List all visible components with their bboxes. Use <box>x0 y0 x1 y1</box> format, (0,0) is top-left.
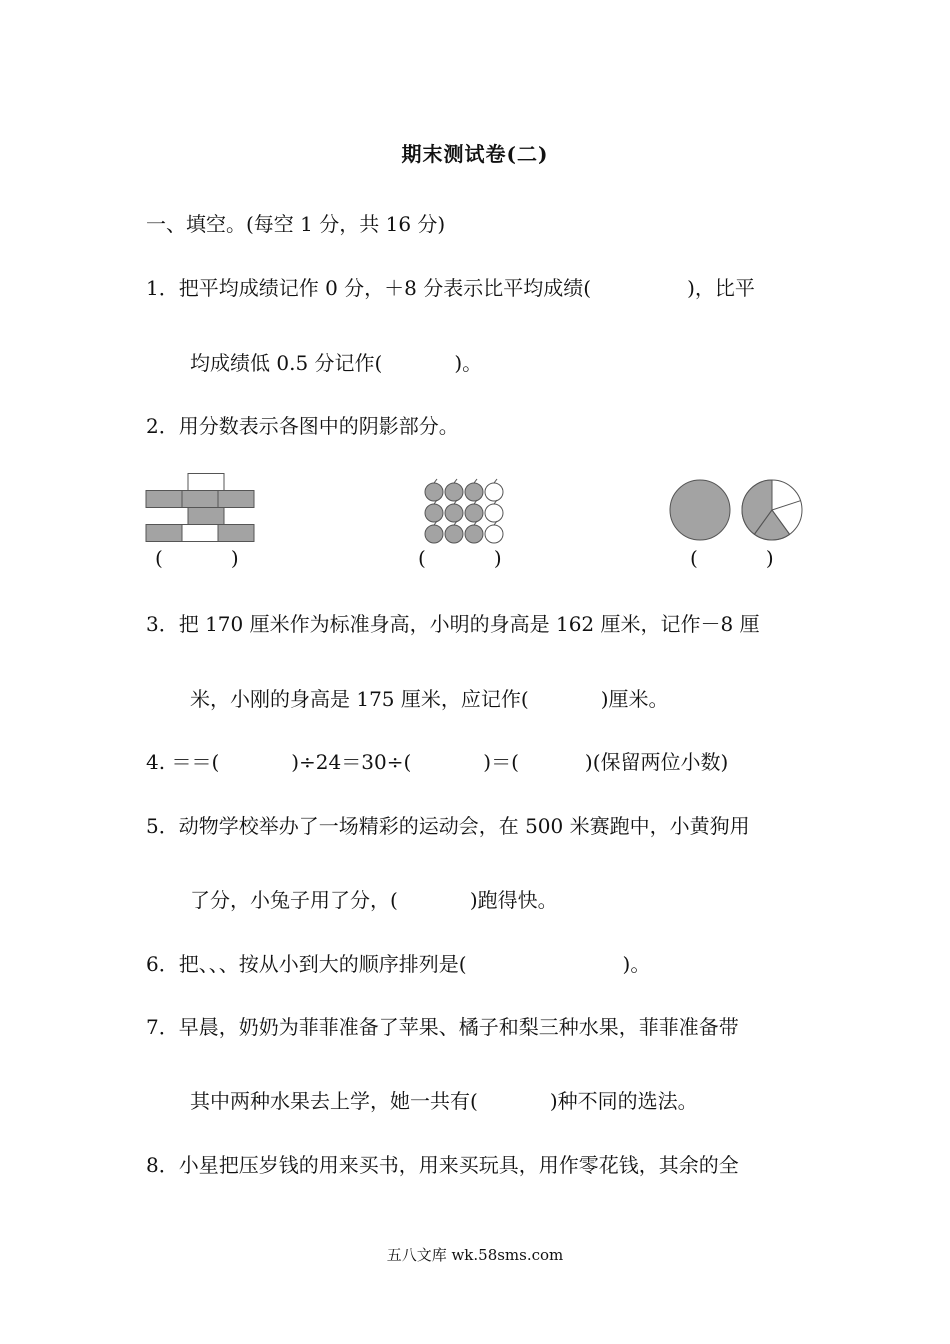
question-2-text: 2．用分数表示各图中的阴影部分。 <box>146 414 459 438</box>
question-6-text-b: )。 <box>622 952 651 976</box>
question-1-text-a: 1．把平均成绩记作 0 分，＋8 分表示比平均成绩( <box>146 276 592 300</box>
rect-white <box>182 525 218 542</box>
question-8-line-1: 8．小星把压岁钱的用来买书，用来买玩具，用作零花钱，其余的全 <box>146 1153 739 1177</box>
question-1-text-b: )，比平 <box>687 276 755 300</box>
figure-apples <box>420 478 510 550</box>
question-3-text-a: 米，小刚的身高是 175 厘米，应记作( <box>190 687 529 711</box>
rect-shaded <box>182 491 218 508</box>
apple-icon <box>425 500 443 522</box>
figure-2-answer: ( ) <box>418 546 502 570</box>
question-1-text-d: )。 <box>454 351 483 375</box>
apple-icon <box>465 500 483 522</box>
question-6-text-a: 6．把、、、按从小到大的顺序排列是( <box>146 952 467 976</box>
apple-icon <box>485 521 503 543</box>
question-5-text-a: 了分，小兔子用了分，( <box>190 888 398 912</box>
partial-circle <box>742 480 802 540</box>
question-2-figures <box>140 472 820 582</box>
question-1-line-1 <box>146 274 755 302</box>
question-7-line-1: 7．早晨，奶奶为菲菲准备了苹果、橘子和梨三种水果，菲菲准备带 <box>146 1015 739 1039</box>
figure-1-answer: ( ) <box>155 546 239 570</box>
full-circle <box>670 480 730 540</box>
question-1-text-c: 均成绩低 0.5 分记作( <box>190 351 383 375</box>
question-6-line <box>146 950 650 978</box>
question-5-line-2 <box>190 886 558 914</box>
section-heading: 一、填空。(每空 1 分，共 16 分) <box>146 212 446 236</box>
question-4-line <box>146 748 728 776</box>
question-5-line-1: 5．动物学校举办了一场精彩的运动会，在 500 米赛跑中，小黄狗用 <box>146 814 750 838</box>
rect-shaded <box>146 525 182 542</box>
question-7-text-b: )种不同的选法。 <box>549 1089 698 1113</box>
rect-shaded <box>218 491 254 508</box>
apple-icon <box>465 521 483 543</box>
page-title: 期末测试卷(二) <box>401 142 549 166</box>
question-1-line-2 <box>190 349 482 377</box>
apple-icon <box>465 479 483 501</box>
question-3-text-b: )厘米。 <box>600 687 669 711</box>
question-3-line-2 <box>190 685 669 713</box>
apple-icon <box>445 500 463 522</box>
apple-icon <box>445 521 463 543</box>
apple-icon <box>485 500 503 522</box>
question-4-text-b: )÷24＝30÷( <box>291 750 412 774</box>
question-3-line-1: 3．把 170 厘米作为标准身高，小明的身高是 162 厘米，记作－8 厘 <box>146 612 760 636</box>
figure-3-answer: ( ) <box>690 546 774 570</box>
figure-rectangles <box>144 472 274 544</box>
rect-shaded <box>146 491 182 508</box>
apple-icon <box>425 521 443 543</box>
figure-circles <box>666 478 806 548</box>
rect-white <box>188 474 224 491</box>
question-4-text-d: )(保留两位小数) <box>584 750 729 774</box>
apple-icon <box>485 479 503 501</box>
question-5-text-b: )跑得快。 <box>469 888 558 912</box>
question-4-text-a: 4. ＝＝( <box>146 750 220 774</box>
rect-shaded <box>218 525 254 542</box>
question-4-text-c: )＝( <box>483 750 519 774</box>
apple-icon <box>445 479 463 501</box>
apple-icon <box>425 479 443 501</box>
question-7-line-2 <box>190 1087 698 1115</box>
page-footer: 五八文库 wk.58sms.com <box>386 1246 564 1264</box>
question-7-text-a: 其中两种水果去上学，她一共有( <box>190 1089 478 1113</box>
rect-shaded <box>188 508 224 525</box>
